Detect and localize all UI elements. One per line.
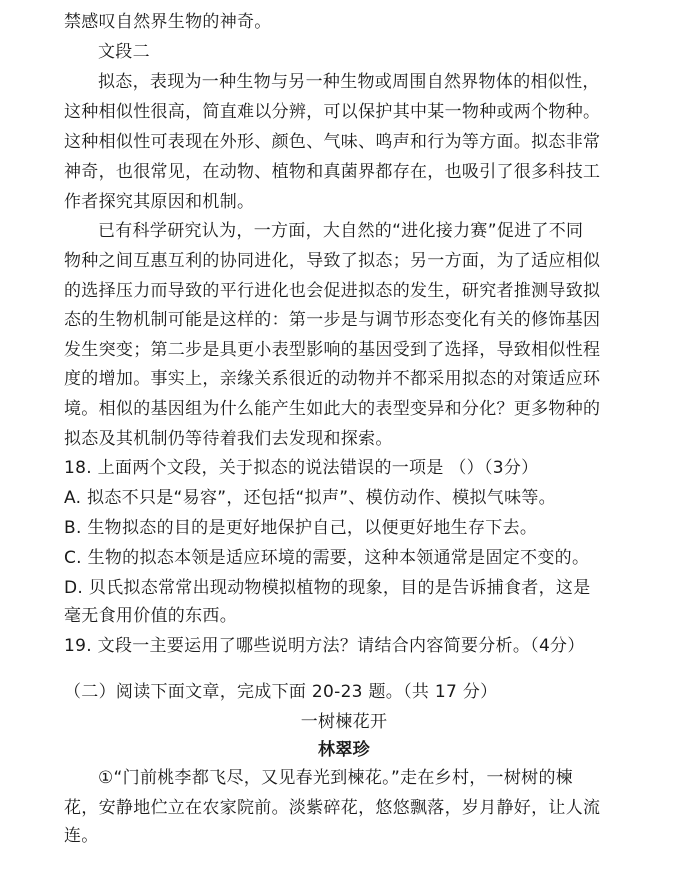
paragraph-line: 神奇，也很常见，在动物、植物和真菌界都存在，也吸引了很多科技工 — [64, 162, 601, 182]
option-a: A. 拟态不只是“易容”，还包括“拟声”、模仿动作、模拟气味等。 — [64, 488, 556, 508]
option-c: C. 生物的拟态本领是适应环境的需要，这种本领通常是固定不变的。 — [64, 548, 590, 568]
option-b: B. 生物拟态的目的是更好地保护自己，以便更好地生存下去。 — [64, 518, 538, 538]
paragraph-line: 这种相似性可表现在外形、颜色、气味、鸣声和行为等方面。拟态非常 — [64, 132, 601, 152]
article-paragraph-line: ①“门前桃李都飞尽，又见春光到楝花。”走在乡村，一树树的楝 — [98, 768, 574, 788]
article-paragraph-line: 连。 — [64, 826, 99, 846]
section-heading: 文段二 — [98, 42, 150, 62]
paragraph-line: 发生突变；第二步是具更小表型影响的基因受到了选择，导致相似性程 — [64, 340, 601, 360]
article-paragraph-line: 花，安静地伫立在农家院前。淡紫碎花，悠悠飘落，岁月静好，让人流 — [64, 798, 601, 818]
paragraph-line: 这种相似性很高，简直难以分辨，可以保护其中某一物种或两个物种。 — [64, 102, 601, 122]
paragraph-line: 拟态及其机制仍等待着我们去发现和探索。 — [64, 429, 393, 449]
paragraph-line: 的选择压力而导致的平行进化也会促进拟态的发生，研究者推测导致拟 — [64, 281, 601, 301]
paragraph-line: 拟态，表现为一种生物与另一种生物或周围自然界物体的相似性， — [98, 72, 600, 92]
section-two-instruction: （二）阅读下面文章，完成下面 20-23 题。（共 17 分） — [64, 682, 498, 702]
paragraph-line: 态的生物机制可能是这样的：第一步是与调节形态变化有关的修饰基因 — [64, 310, 601, 330]
article-author: 林翠珍 — [318, 740, 370, 760]
question-19: 19. 文段一主要运用了哪些说明方法？请结合内容简要分析。（4分） — [64, 636, 585, 656]
paragraph-line: 已有科学研究认为，一方面，大自然的“进化接力赛”促进了不同 — [98, 221, 584, 241]
option-d-continued: 毫无食用价值的东西。 — [64, 606, 237, 626]
paragraph-line: 物种之间互惠互利的协同进化，导致了拟态；另一方面，为了适应相似 — [64, 251, 601, 271]
paragraph-line: 度的增加。事实上，亲缘关系很近的动物并不都采用拟态的对策适应环 — [64, 369, 601, 389]
question-18: 18. 上面两个文段，关于拟态的说法错误的一项是 （）（3分） — [64, 458, 539, 478]
paragraph-line: 作者探究其原因和机制。 — [64, 192, 255, 212]
text-line: 禁感叹自然界生物的神奇。 — [64, 12, 272, 32]
paragraph-line: 境。相似的基因组为什么能产生如此大的表型变异和分化？更多物种的 — [64, 399, 601, 419]
article-title: 一树楝花开 — [300, 712, 388, 732]
option-d: D. 贝氏拟态常常出现动物模拟植物的现象，目的是告诉捕食者，这是 — [64, 578, 591, 598]
